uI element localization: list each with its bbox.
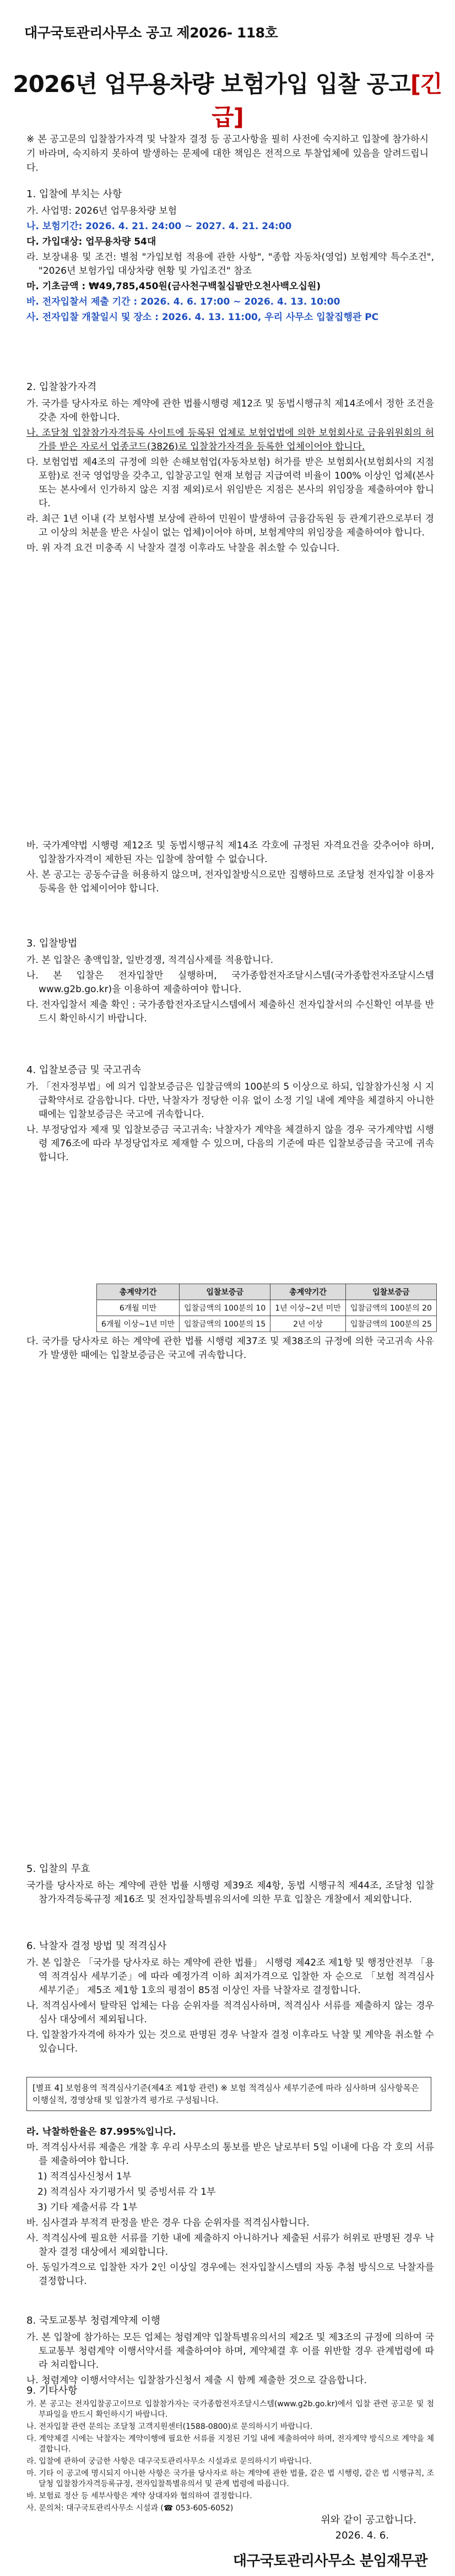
section-misc bbox=[26, 2385, 434, 2515]
list-item: 다. 전자입찰서 제출 확인 : 국가종합전자조달시스템에서 제출하신 전자입찰서의 수신확인 여부를 반드시 확인하시기 바랍니다. bbox=[26, 999, 434, 1024]
section-heading: 2. 입찰참가자격 bbox=[26, 381, 97, 393]
column-header: 입찰보증금 bbox=[180, 1284, 270, 1300]
table-cell: 6개월 이상~1년 미만 bbox=[97, 1316, 180, 1332]
column-header: 입찰보증금 bbox=[345, 1284, 436, 1300]
list-item: 나. 청렴계약 이행서약서는 입찰참가신청서 제출 시 함께 제출한 것으로 갈음합니다. bbox=[26, 2375, 367, 2386]
title-main: 2026년 업무용차량 보험가입 입찰 공고 bbox=[13, 71, 410, 98]
list-item: 가. 「전자정부법」에 의거 입찰보증금은 입찰금액의 100분의 5 이상으로 하되, 입찰참가신청 시 지급확약서로 갈음합니다. 다만, 낙찰자가 정당한 이유 없이 소정 기일 내에 계약을 체결하지 아니한 때에는 입찰보증금은 국고에 귀속합니다. bbox=[26, 1081, 434, 1120]
section-heading: 4. 입찰보증금 및 국고귀속 bbox=[26, 1064, 142, 1076]
list-item: 가. 본 입찰에 참가하는 모든 업체는 청렴계약 입찰특별유의서의 제2조 및 제3조의 규정에 의하여 국토교통부 청렴계약 이행서약서를 제출하여야 하며, 계약체결 후 이를 위반할 경우 관계법령에 따라 처리합니다. bbox=[26, 2332, 434, 2371]
list-item: 바. 보험료 정산 등 세부사항은 계약 상대자와 협의하여 결정합니다. bbox=[26, 2492, 252, 2501]
section-bid-items bbox=[26, 187, 434, 326]
section-heading: 3. 입찰방법 bbox=[26, 938, 78, 949]
list-item: 사. 문의처: 대구국토관리사무소 시설과 (☎ 053-605-6052) bbox=[26, 2504, 234, 2513]
section-bond-note bbox=[26, 1333, 434, 1364]
list-item: 아. 동일가격으로 입찰한 자가 2인 이상일 경우에는 전자입찰시스템의 자동 추첨 방식으로 낙찰자를 결정합니다. bbox=[26, 2262, 434, 2287]
section-heading: 9. 기타사항 bbox=[26, 2385, 78, 2396]
list-item: 라. 입찰에 관하여 궁금한 사항은 대구국토관리사무소 시설과로 문의하시기 바랍니다. bbox=[26, 2457, 312, 2466]
urgent-tag: [긴급] bbox=[212, 71, 442, 131]
list-item: 라. 최근 1년 이내 (각 보험사별 보상에 관하여 민원이 발생하여 금융감독원 등 관계기관으로부터 경고 이상의 처분을 받은 사실이 없는 업체)이어야 하며, 보험계약의 위임장을 제출하여야 합니다. bbox=[26, 513, 434, 538]
bid-bond-table bbox=[96, 1284, 437, 1332]
section-integrity-contract bbox=[26, 2314, 434, 2389]
appendix-note-box: [별표 4] 보험용역 적격심사기준(제4조 제1항 관련) ※ 보험 적격심사 세부기준에 따라 심사하며 심사항목은 이행실적, 경영상태 및 입찰가격 평가로 구성됩니다. bbox=[26, 2077, 431, 2111]
list-item: 가. 사업명: 2026년 업무용차량 보험 bbox=[26, 205, 177, 217]
signer-name: 대구국토관리사무소 분임재무관 bbox=[232, 2553, 427, 2569]
list-item: 가. 본 공고는 전자입찰공고이므로 입찰참가자는 국가종합전자조달시스템(www.g2b.go.kr)에서 입찰 관련 공고문 및 첨부파일을 반드시 확인하시기 바랍니다. bbox=[26, 2400, 434, 2419]
list-item: 국가를 당사자로 하는 계약에 관한 법률 시행령 제39조 제4항, 동법 시행규칙 제44조, 조달청 입찰참가자격등록규정 제16조 및 전자입찰특별유의서에 의한 무효 입찰은 개찰에서 제외합니다. bbox=[26, 1880, 434, 1905]
list-item: 마. 위 자격 요건 미충족 시 낙찰자 결정 이후라도 낙찰을 취소할 수 있습니다. bbox=[26, 543, 340, 554]
table-cell: 입찰금액의 100분의 20 bbox=[345, 1300, 436, 1316]
section-invalid-bids bbox=[26, 1862, 434, 1908]
list-item: 가. 본 입찰은 총액입찰, 일반경쟁, 적격심사제를 적용합니다. bbox=[26, 955, 274, 966]
list-item: 나. 본 입찰은 전자입찰만 실행하며, 국가종합전자조달시스템(국가종합전자조달시스템 www.g2b.go.kr)을 이용하여 제출하여야 합니다. bbox=[26, 970, 434, 995]
list-item: 바. 국가계약법 시행령 제12조 및 동법시행규칙 제14조 각호에 규정된 자격요건을 갖추어야 하며, 입찰참가자격이 제한된 자는 입찰에 참여할 수 없습니다. bbox=[26, 840, 434, 865]
section-heading: 8. 국토교통부 청렴계약제 이행 bbox=[26, 2315, 160, 2326]
table-cell: 2년 이상 bbox=[270, 1316, 346, 1332]
closing-statement: 위와 같이 공고합니다. bbox=[321, 2514, 416, 2526]
section-bid-bond bbox=[26, 1063, 434, 1166]
list-item: 가. 국가를 당사자로 하는 계약에 관한 법률시행령 제12조 및 동법시행규칙 제14조에서 정한 조건을 갖춘 자에 한합니다. bbox=[26, 398, 434, 423]
list-item: 다. 계약체결 시에는 낙찰자는 계약이행에 필요한 서류를 지정된 기일 내에 제출하여야 하며, 전자계약 방식으로 계약을 체결합니다. bbox=[26, 2434, 434, 2454]
list-item: 3) 기타 제출서류 각 1부 bbox=[37, 2202, 138, 2213]
list-item: 나. 부정당업자 제재 및 입찰보증금 국고귀속: 낙찰자가 계약을 체결하지 않을 경우 국가계약법 시행령 제76조에 따라 부정당업자로 제재할 수 있으며, 다음의 기준에 따른 입찰보증금을 국고에 귀속합니다. bbox=[26, 1124, 434, 1163]
section-bid-method bbox=[26, 937, 434, 1027]
notice-number: 대구국토관리사무소 공고 제2026- 118호 bbox=[24, 25, 278, 41]
table-cell: 입찰금액의 100분의 15 bbox=[180, 1316, 270, 1332]
list-item: 라. 보장내용 및 조건: 별첨 "가입보험 적용에 관한 사항", "종합 자동차(영업) 보험계약 특수조건", "2026년 보험가입 대상차량 현황 및 가입조건" 참조 bbox=[26, 252, 434, 277]
list-item: 나. 보험기간: 2026. 4. 21. 24:00 ~ 2027. 4. 21. 24:00 bbox=[26, 221, 292, 232]
list-item: 마. 기타 이 공고에 명시되지 아니한 사항은 국가를 당사자로 하는 계약에 관한 법률, 같은 법 시행령, 같은 법 시행규칙, 조달청 입찰참가자격등록규정, 전자입찰특별유의서 및 관계 법령에 따릅니다. bbox=[26, 2469, 434, 2488]
table-row bbox=[97, 1300, 437, 1316]
list-item: 바. 전자입찰서 제출 기간 : 2026. 4. 6. 17:00 ~ 2026. 4. 13. 10:00 bbox=[26, 296, 340, 307]
list-item: 라. 낙찰하한율은 87.995%입니다. bbox=[26, 2126, 176, 2137]
section-heading: 1. 입찰에 부치는 사항 bbox=[26, 188, 122, 200]
list-item: 나. 전자입찰 관련 문의는 조달청 고객지원센터(1588-0800)로 문의하시기 바랍니다. bbox=[26, 2422, 313, 2431]
section-eligibility-extra bbox=[26, 837, 434, 897]
list-item: 다. 보험업법 제4조의 규정에 의한 손해보험업(자동차보험) 허가를 받은 보험회사(보험회사의 지점 포함)로 전국 영업망을 갖추고, 입찰공고일 현재 보험금 지급여력 비율이 100% 이상인 업체(본사 또는 본사에서 인가하지 않은 지점 제외)로서 위임받은 지점은 본사의 위임장을 제출하여야 합니다. bbox=[26, 457, 434, 509]
table-cell: 6개월 미만 bbox=[97, 1300, 180, 1316]
list-item: 사. 전자입찰 개찰일시 및 장소 : 2026. 4. 13. 11:00, 우리 사무소 입찰집행관 PC bbox=[26, 312, 379, 323]
notice-date: 2026. 4. 6. bbox=[335, 2530, 389, 2541]
intro-note: ※ 본 공고문의 입찰참가자격 및 낙찰자 결정 등 공고사항을 필히 사전에 숙지하고 입찰에 참가하시기 바라며, 숙지하지 못하여 발생하는 문제에 대한 책임은 전적으로 투찰업체에 있음을 알려드립니다. bbox=[26, 134, 429, 174]
table-cell: 입찰금액의 100분의 10 bbox=[180, 1300, 270, 1316]
list-item: 가. 본 입찰은 「국가를 당사자로 하는 계약에 관한 법률」 시행령 제42조 제1항 및 행정안전부 「용역 적격심사 세부기준」에 따라 예정가격 이하 최저가격으로 입찰한 자 순으로 「보험 적격심사 세부기준」 제5조 제1항 1호의 평점이 85점 이상인 자를 낙찰자로 결정합니다. bbox=[26, 1957, 434, 1996]
list-item: 사. 적격심사에 필요한 서류를 기한 내에 제출하지 아니하거나 제출된 서류가 허위로 판명된 경우 낙찰자 결정 대상에서 제외합니다. bbox=[26, 2233, 434, 2258]
page-title bbox=[0, 66, 455, 132]
table-row bbox=[97, 1316, 437, 1332]
list-item: 다. 입찰참가자격에 하자가 있는 것으로 판명된 경우 낙찰자 결정 이후라도 낙찰 및 계약을 취소할 수 있습니다. bbox=[26, 2030, 434, 2054]
list-item: 마. 적격심사서류 제출은 개찰 후 우리 사무소의 통보를 받은 날로부터 5일 이내에 다음 각 호의 서류를 제출하여야 합니다. bbox=[26, 2142, 434, 2167]
list-item: 나. 조달청 입찰참가자격등록 사이트에 등록된 업체로 보험업법에 의한 보험회사로 금융위원회의 허가를 받은 자로서 업종코드(3826)로 입찰참가자격을 등록한 업체이어야 합니다. bbox=[26, 427, 434, 452]
list-item: 다. 국가를 당사자로 하는 계약에 관한 법률 시행령 제37조 및 제38조의 규정에 의한 국고귀속 사유가 발생한 때에는 입찰보증금은 국고에 귀속합니다. bbox=[26, 1336, 434, 1361]
list-item: 1) 적격심사신청서 1부 bbox=[37, 2171, 132, 2182]
list-item: 마. 기초금액 : ₩49,785,450원(금사천구백칠십팔만오천사백오십원) bbox=[26, 281, 321, 292]
table-header-row bbox=[97, 1284, 437, 1300]
section-heading: 5. 입찰의 무효 bbox=[26, 1863, 90, 1875]
list-item: 2) 적격심사 자기평가서 및 증빙서류 각 1부 bbox=[37, 2187, 216, 2198]
column-header: 총계약기간 bbox=[270, 1284, 346, 1300]
list-item: 바. 심사결과 부적격 판정을 받은 경우 다음 순위자를 적격심사합니다. bbox=[26, 2217, 310, 2228]
table-cell: 입찰금액의 100분의 25 bbox=[345, 1316, 436, 1332]
table-cell: 1년 이상~2년 미만 bbox=[270, 1300, 346, 1316]
list-item: 사. 본 공고는 공동수급을 허용하지 않으며, 전자입찰방식으로만 집행하므로 조달청 전자입찰 이용자 등록을 한 업체이어야 합니다. bbox=[26, 869, 434, 894]
section-heading: 6. 낙찰자 결정 방법 및 적격심사 bbox=[26, 1940, 167, 1952]
list-item: 나. 적격심사에서 탈락된 업체는 다음 순위자를 적격심사하며, 적격심사 서류를 제출하지 않는 경우 심사 대상에서 제외됩니다. bbox=[26, 2000, 434, 2025]
list-item: 다. 가입대상: 업무용차량 54대 bbox=[26, 236, 156, 247]
section-eligibility bbox=[26, 380, 434, 557]
section-award-method bbox=[26, 1939, 434, 2058]
column-header: 총계약기간 bbox=[97, 1284, 180, 1300]
section-award-details bbox=[26, 2124, 434, 2290]
